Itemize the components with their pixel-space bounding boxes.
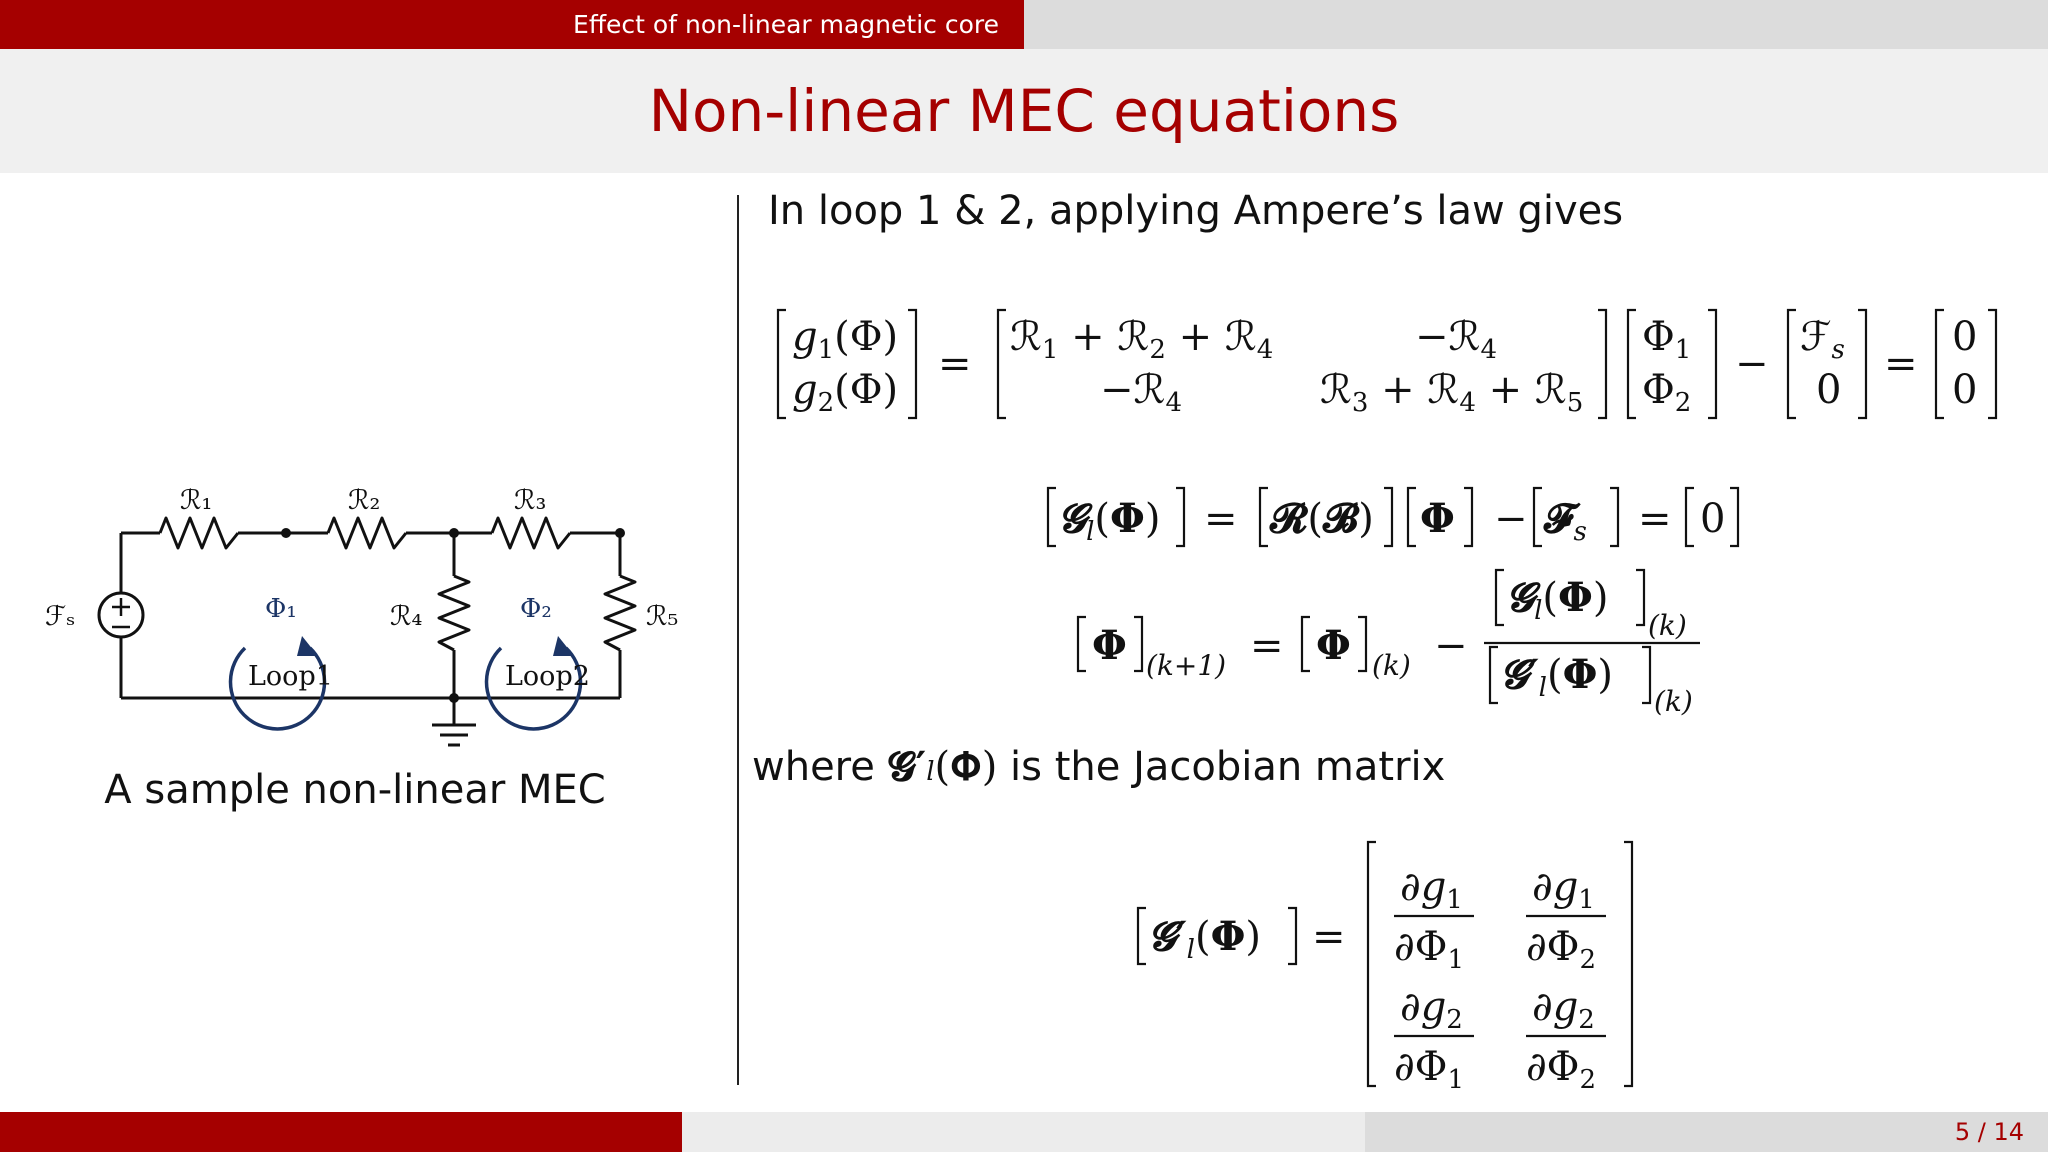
svg-text:∂g2: $\partial g_2$ [1532,984,1595,1035]
svg-text:Φ1: $\Phi_1$ [1642,314,1692,365]
svg-text:=: = [938,341,972,387]
svg-text:𝓖′l(Φ): $𝓖'_l(\Phi)$ [1148,913,1262,965]
jacobian-argument: (𝚽) [934,744,998,790]
svg-text:g1(Φ): $g_1(\Phi)$ [792,314,899,365]
jacobian-symbol: 𝓖′ [887,743,927,790]
circuit-caption: A sample non-linear MEC [104,767,606,813]
resistor-r4 [439,576,469,650]
bottom-bar-left [0,1112,682,1152]
svg-text:0: 0 [1952,367,1978,413]
svg-text:∂g2: $\partial g_2$ [1400,984,1463,1035]
svg-text:ℱs: ℱ$_s$ [1800,314,1845,365]
intro-text: In loop 1 & 2, applying Ampere’s law gives [768,188,1624,234]
label-r1: ℛ₁ [180,485,213,516]
label-r5: ℛ₅ [646,601,679,632]
svg-text:0: 0 [1816,367,1842,413]
equation-ampere-matrix [770,300,2010,430]
svg-text:−ℛ4: −ℛ$_4$ [1415,314,1497,365]
resistor-r5 [605,576,635,650]
svg-text:∂g1: $\partial g_1$ [1400,864,1463,915]
svg-text:ℛ3 + ℛ4 + ℛ5: ℛ$_3$ + ℛ$_4$ + ℛ$_5$ [1320,367,1584,418]
label-r2: ℛ₂ [348,485,381,516]
svg-text:Φ: Φ [1316,622,1351,669]
svg-text:=: = [1312,914,1346,960]
svg-text:𝓕s: 𝓕$_s$ [1544,495,1587,547]
top-bar [0,0,2048,49]
label-r3: ℛ₃ [514,485,547,516]
svg-text:Φ: Φ [1420,495,1455,542]
label-source: ℱₛ [45,601,76,632]
svg-text:(k+1): (k+1) [1146,649,1227,682]
svg-text:=: = [1638,496,1672,542]
where-prefix: where [752,744,875,790]
svg-text:∂Φ1: $\partial\Phi_1$ [1394,924,1465,975]
loop2-arrowhead-icon [553,636,574,656]
resistor-r3 [492,518,570,548]
svg-text:𝓡(𝓑): 𝓡(𝓑) [1270,495,1374,542]
loop1-arrowhead-icon [297,636,318,656]
svg-text:(k): (k) [1648,609,1687,642]
resistor-r2 [328,518,406,548]
svg-text:−: − [1494,496,1528,542]
jacobian-description [752,743,1445,790]
label-phi1: Φ₁ [265,594,297,624]
svg-text:ℛ1 + ℛ2 + ℛ4: ℛ$_1$ + ℛ$_2$ + ℛ$_4$ [1010,314,1274,365]
svg-text:𝓖l(Φ): 𝓖$_l$(Φ) [1506,574,1609,626]
svg-text:=: = [1250,623,1284,669]
svg-text:Φ: Φ [1092,622,1127,669]
svg-text:𝓖l(Φ): 𝓖$_l$(Φ) [1058,495,1161,547]
label-phi2: Φ₂ [520,594,552,624]
svg-text:−ℛ4: −ℛ$_4$ [1100,367,1182,418]
svg-text:=: = [1884,341,1918,387]
label-loop2: Loop2 [505,661,590,692]
mec-circuit-diagram [30,470,710,770]
svg-text:g2(Φ): $g_2(\Phi)$ [792,367,899,418]
jacobian-subscript: l [926,757,935,787]
svg-text:Φ2: $\Phi_2$ [1642,367,1692,418]
equation-matrix-form [1040,480,1740,560]
svg-text:=: = [1204,496,1238,542]
svg-text:−: − [1434,623,1468,669]
page-number: 5 / 14 [1954,1118,2024,1146]
bottom-bar [0,1112,2048,1152]
svg-text:𝓖′l(Φ): $𝓖'_l(\Phi)$ [1500,651,1614,703]
column-divider [737,195,739,1085]
svg-text:∂Φ1: $\partial\Phi_1$ [1394,1044,1465,1095]
section-title: Effect of non-linear magnetic core [0,0,1024,49]
equation-jacobian-matrix [1130,838,1650,1094]
svg-text:∂g1: $\partial g_1$ [1532,864,1595,915]
source-signs [112,598,130,627]
svg-text:−: − [1735,341,1769,387]
svg-text:0: 0 [1952,314,1978,360]
title-bar [0,49,2048,173]
label-loop1: Loop1 [248,661,333,692]
bottom-bar-middle [682,1112,1365,1152]
svg-text:(k): (k) [1654,685,1693,718]
svg-text:(k): (k) [1372,649,1411,682]
svg-text:∂Φ2: $\partial\Phi_2$ [1526,1044,1597,1095]
svg-text:0: 0 [1700,496,1726,542]
slide-title: Non-linear MEC equations [648,77,1400,145]
label-r4: ℛ₄ [390,601,423,632]
where-suffix: is the Jacobian matrix [997,744,1446,790]
resistor-r1 [160,518,238,548]
equation-newton-raphson [1070,565,1710,718]
svg-text:∂Φ2: $\partial\Phi_2$ [1526,924,1597,975]
